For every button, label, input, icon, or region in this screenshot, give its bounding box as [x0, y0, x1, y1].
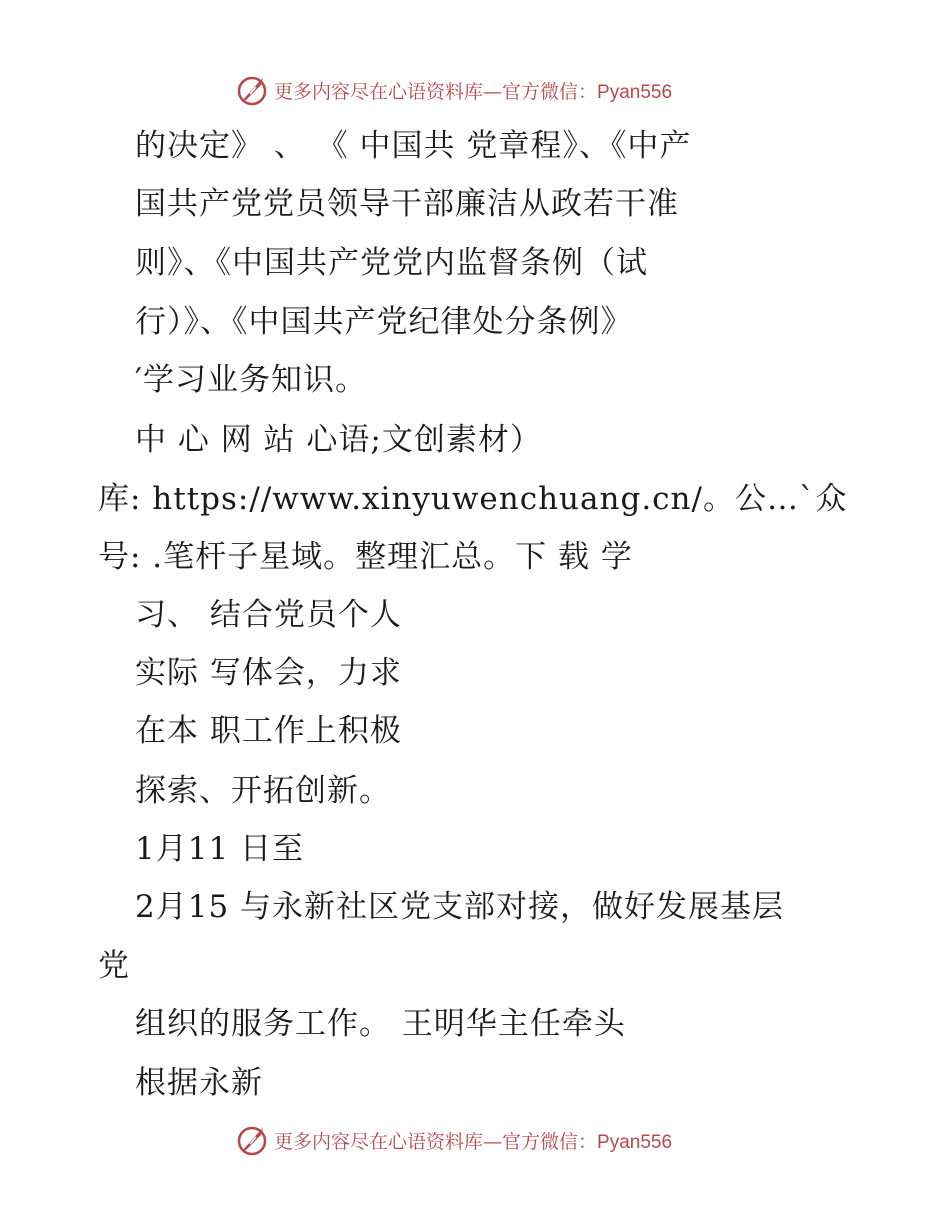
header-watermark	[236, 72, 716, 108]
footer-watermark	[236, 1122, 716, 1158]
watermark-text: 更多内容尽在心语资料库—官方微信：Pyan556	[274, 1130, 673, 1153]
text-line: 组织的服务工作。 王明华主任牵头	[135, 1006, 626, 1042]
text-line: 根据永新	[135, 1065, 263, 1101]
text-line: 习、 结合党员个人	[135, 597, 402, 633]
quill-logo-icon	[236, 74, 268, 106]
text-line: 1月11 日至	[135, 831, 305, 867]
text-line: 库: https://www.xinyuwenchuang.cn/。公…`众	[98, 481, 848, 517]
text-line: 行）》、《中国共产党纪律处分条例》	[135, 304, 633, 340]
text-line: ′学习业务知识。	[135, 362, 368, 398]
text-line: 国共产党党员领导干部廉洁从政若干准	[135, 186, 679, 222]
text-line: 号: .笔杆子星域。整理汇总。下 载 学	[98, 539, 633, 575]
text-line: 实际 写体会，力求	[135, 655, 402, 691]
text-line: 党	[98, 948, 130, 984]
watermark-handle: Pyan556	[597, 1131, 673, 1153]
text-line: 则》、《中国共产党党内监督条例（试	[135, 245, 648, 281]
quill-logo-icon	[236, 1124, 268, 1156]
text-line: 中 心 网 站 心语;文创素材）	[135, 422, 542, 458]
text-line: 2月15 与永新社区党支部对接，做好发展基层	[135, 889, 785, 925]
text-line: 的决定》 、 《 中国共 党章程》、《中产	[135, 128, 692, 164]
text-line: 在本 职工作上积极	[135, 713, 402, 749]
watermark-text: 更多内容尽在心语资料库—官方微信：Pyan556	[274, 80, 673, 103]
watermark-handle: Pyan556	[597, 81, 673, 103]
text-line: 探索、开拓创新。	[135, 773, 391, 809]
